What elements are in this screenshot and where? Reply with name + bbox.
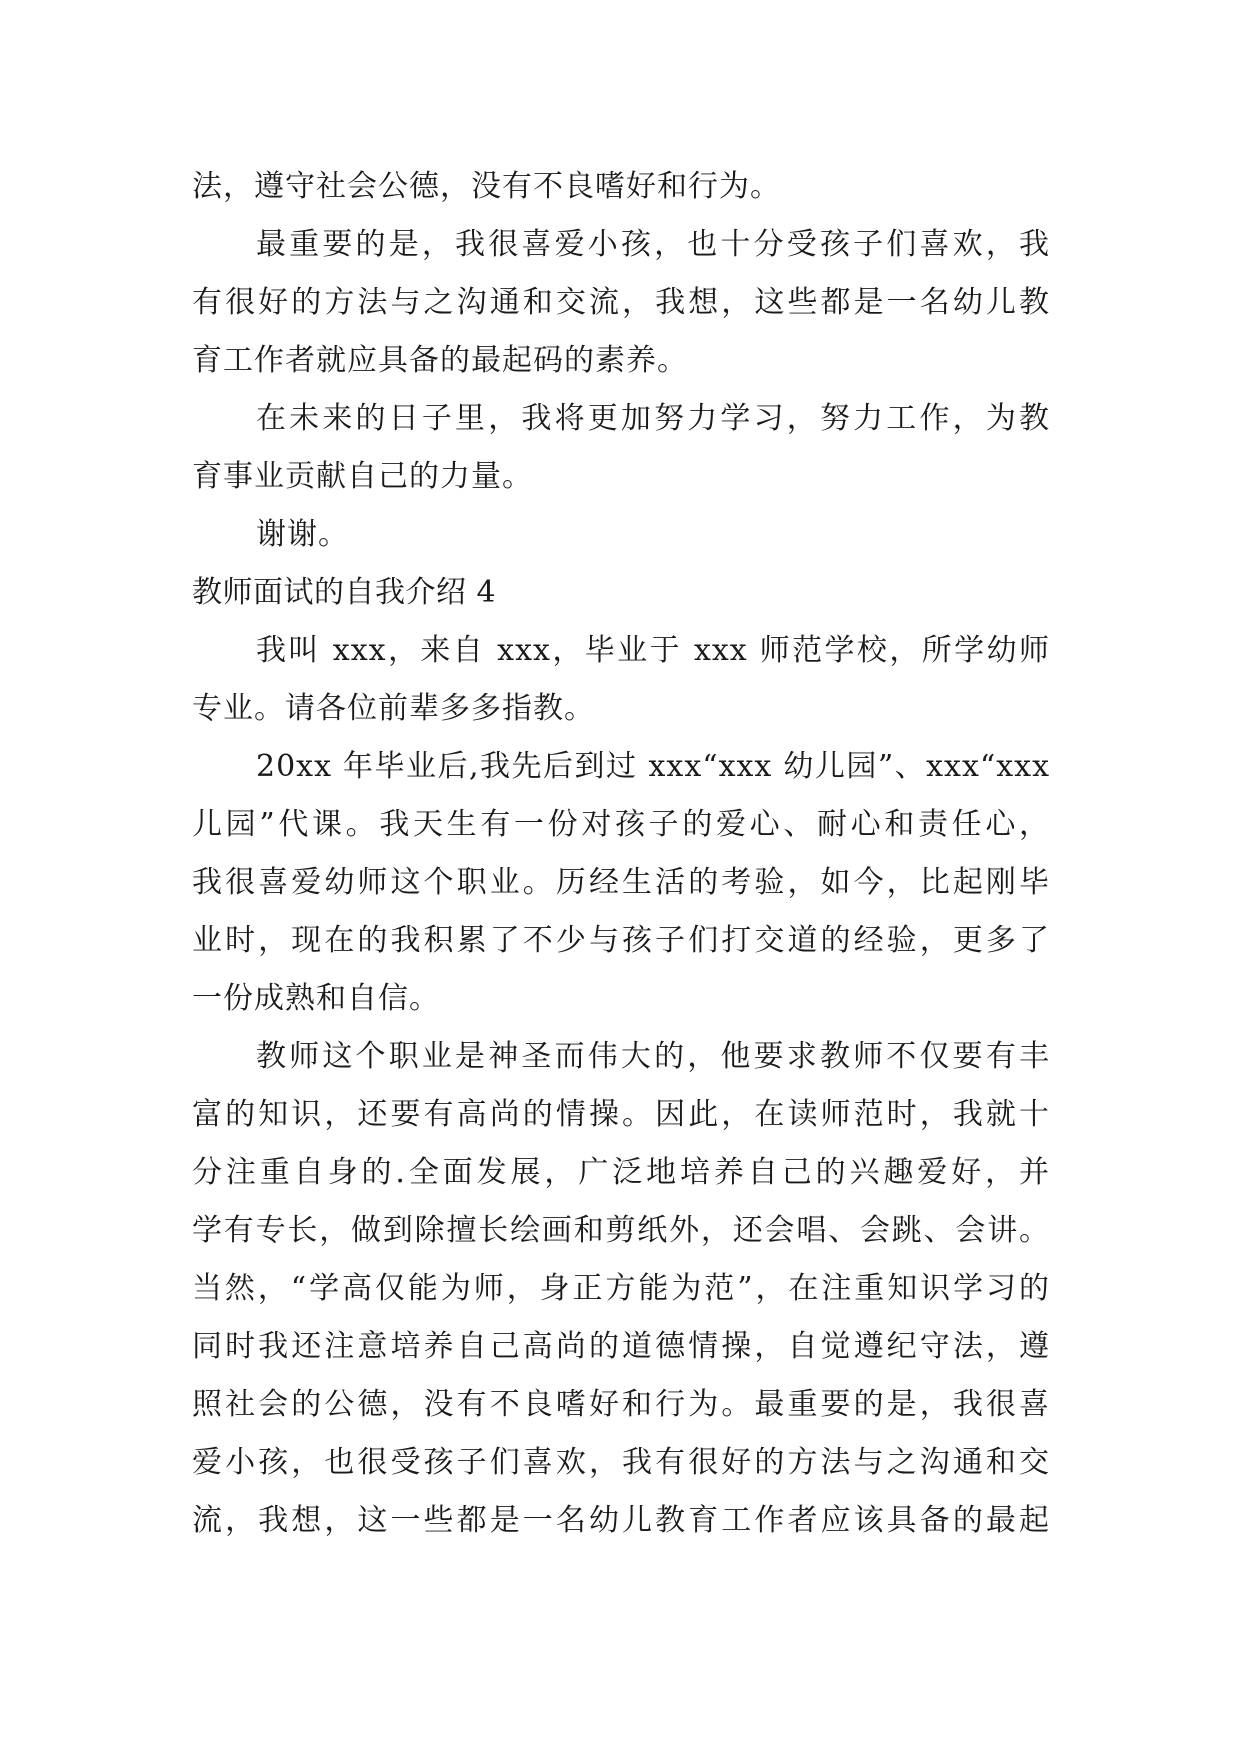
text-line: 专业。请各位前辈多多指教。 (192, 691, 595, 726)
text-line: 在未来的日子里，我将更加努力学习，努力工作，为教 (256, 401, 1050, 436)
text-line: 法，遵守社会公德，没有不良嗜好和行为。 (192, 169, 781, 204)
text-line: 分注重自身的.全面发展，广泛地培养自己的兴趣爱好，并 (192, 1155, 1050, 1190)
text-line: 同时我还注意培养自己高尚的道德情操，自觉遵纪守法，遵 (192, 1329, 1050, 1364)
document-body (192, 158, 1050, 1550)
text-line: 当然，“学高仅能为师，身正方能为范”，在注重知识学习的 (192, 1271, 1050, 1306)
text-line: 学有专长，做到除擅长绘画和剪纸外，还会唱、会跳、会讲。 (192, 1213, 1050, 1248)
section-heading: 教师面试的自我介绍 4 (192, 575, 497, 610)
text-line: 照社会的公德，没有不良嗜好和行为。最重要的是，我很喜 (192, 1387, 1050, 1422)
text-line: 育事业贡献自己的力量。 (192, 459, 533, 494)
text-line: 最重要的是，我很喜爱小孩，也十分受孩子们喜欢，我 (256, 227, 1050, 262)
text-line: 富的知识，还要有高尚的情操。因此，在读师范时，我就十 (192, 1097, 1050, 1132)
text-line: 谢谢。 (256, 517, 349, 552)
text-line: 我叫 xxx，来自 xxx，毕业于 xxx 师范学校，所学幼师 (256, 633, 1050, 668)
text-line: 我很喜爱幼师这个职业。历经生活的考验，如今，比起刚毕 (192, 865, 1050, 900)
text-line: 有很好的方法与之沟通和交流，我想，这些都是一名幼儿教 (192, 285, 1050, 320)
text-line: 教师这个职业是神圣而伟大的，他要求教师不仅要有丰 (256, 1039, 1050, 1074)
text-line: 业时，现在的我积累了不少与孩子们打交道的经验，更多了 (192, 923, 1050, 958)
text-line: 一份成熟和自信。 (192, 981, 440, 1016)
text-line: 流，我想，这一些都是一名幼儿教育工作者应该具备的最起 (192, 1503, 1050, 1538)
text-line: 儿园”代课。我天生有一份对孩子的爱心、耐心和责任心， (192, 807, 1050, 842)
text-line: 育工作者就应具备的最起码的素养。 (192, 343, 688, 378)
text-line: 20xx 年毕业后,我先后到过 xxx“xxx 幼儿园”、xxx“xxx (256, 749, 1050, 784)
text-line: 爱小孩，也很受孩子们喜欢，我有很好的方法与之沟通和交 (192, 1445, 1050, 1480)
